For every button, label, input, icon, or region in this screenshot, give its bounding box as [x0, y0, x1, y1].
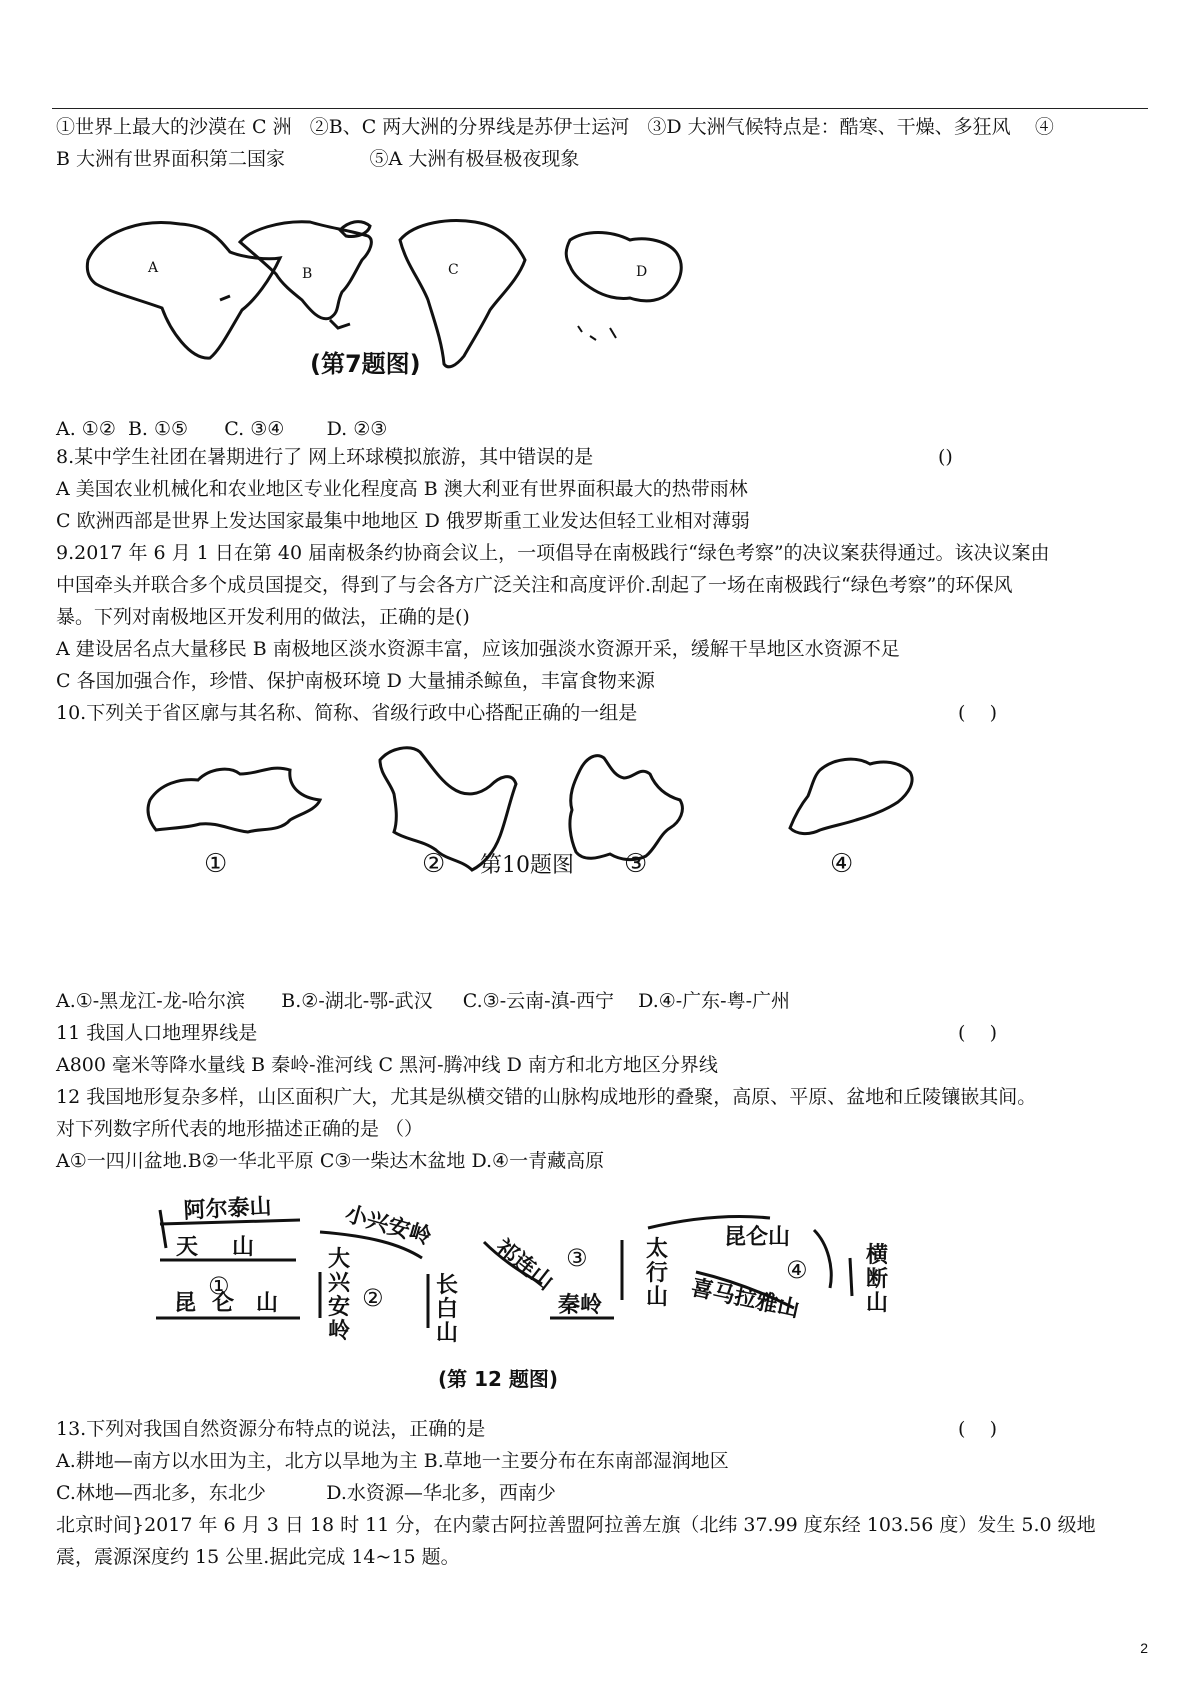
mountain-hengduanshan-char2: 断 [866, 1267, 889, 1292]
province-label-1: ① [204, 849, 228, 879]
mountain-daxinganling-char3: 安 [328, 1295, 351, 1320]
region-mark-4: ④ [786, 1256, 808, 1284]
mountain-taihangshan-char2: 行 [646, 1261, 669, 1286]
q8-option-ab: A 美国农业机械化和农业地区专业化程度高 B 澳大利亚有世界面积最大的热带雨林 [56, 478, 748, 500]
continent-label-c: C [448, 262, 459, 278]
continent-label-a: A [148, 260, 159, 276]
continent-d-shape [566, 233, 681, 301]
mountain-changbaishan-char2: 白 [436, 1297, 459, 1322]
page-number: 2 [1140, 1640, 1148, 1656]
q10-stem: 10.下列关于省区廓与其名称、简称、省级行政中心搭配正确的一组是 [56, 702, 638, 724]
mountain-qinling: 秦岭 [558, 1293, 603, 1318]
mountain-kunlun-char2: 仑 [212, 1291, 235, 1316]
q10-options: A.①-黑龙江-龙-哈尔滨 B.②-湖北-鄂-武汉 C.③-云南-滇-西宁 D.④-广东-粤-广州 [56, 990, 791, 1012]
continent-a-shape [87, 223, 280, 358]
q12-stem-line1: 12 我国地形复杂多样，山区面积广大，尤其是纵横交错的山脉构成地形的叠聚，高原、平原、盆地和丘陵镶嵌其间。 [56, 1086, 1037, 1108]
q13-option-ab: A.耕地—南方以水田为主，北方以旱地为主 B.草地一主要分布在东南部湿润地区 [56, 1450, 729, 1472]
continent-c-shape [400, 221, 525, 367]
q11-answer-paren: ( ) [958, 1022, 997, 1044]
continent-label-b: B [302, 266, 313, 282]
mountain-tianshan-char1: 天 [176, 1235, 199, 1260]
header-rule [52, 108, 1148, 109]
region-mark-3: ③ [566, 1244, 588, 1272]
mountain-taihangshan-char3: 山 [646, 1285, 669, 1310]
region-mark-1: ① [208, 1272, 230, 1300]
q9-option-cd: C 各国加强合作，珍惜、保护南极环境 D 大量捕杀鲸鱼，丰富食物来源 [56, 670, 655, 692]
q9-stem-line1: 9.2017 年 6 月 1 日在第 40 届南极条约协商会议上，一项倡导在南极践行“绿色考察”的决议案获得通过。该决议案由 [56, 542, 1050, 564]
province-outline-2 [380, 748, 516, 870]
q11-options: A800 毫米等降水量线 B 秦岭-淮河线 C 黑河-腾冲线 D 南方和北方地区分界线 [56, 1054, 718, 1076]
q7-statements-line2: B 大洲有世界面积第二国家 ⑤A 大洲有极昼极夜现象 [56, 148, 580, 170]
mountain-hengduanshan-char1: 横 [866, 1243, 889, 1268]
mountain-hengduanshan-char3: 山 [866, 1291, 889, 1316]
province-label-2: ② [422, 849, 446, 879]
mountain-kunlun-char3: 山 [256, 1291, 279, 1316]
province-label-4: ④ [830, 849, 854, 879]
mountain-kunlun-char1: 昆 [174, 1291, 197, 1316]
figure-10-provinces [140, 740, 1020, 960]
mountain-xiaoxinganling: 小兴安岭 [342, 1201, 434, 1251]
figure-10-caption: 第10题图 [480, 853, 574, 878]
province-outline-1 [148, 768, 320, 832]
q13-stem: 13.下列对我国自然资源分布特点的说法，正确的是 [56, 1418, 486, 1440]
q11-stem: 11 我国人口地理界线是 [56, 1022, 258, 1044]
region-mark-2: ② [362, 1284, 384, 1312]
mountain-kunlunshan: 昆仑山 [724, 1225, 791, 1250]
mountain-daxinganling-char2: 兴 [328, 1271, 351, 1296]
mountain-changbaishan-char3: 山 [436, 1321, 459, 1346]
q12-stem-line2: 对下列数字所代表的地形描述正确的是 （） [56, 1118, 424, 1140]
q9-stem-line2: 中国牵头并联合多个成员国提交，得到了与会各方广泛关注和高度评价.刮起了一场在南极践行“绿色考察”的环保风 [56, 574, 1013, 596]
q12-options: A①一四川盆地.B②一华北平原 C③一柴达木盆地 D.④一青藏高原 [56, 1150, 605, 1172]
q7-options: A. ①② B. ①⑤ C. ③④ D. ②③ [56, 418, 388, 440]
continent-label-d: D [636, 264, 648, 280]
figure-7-continents [70, 200, 730, 410]
province-outline-3 [570, 756, 682, 860]
figure-12-caption: (第 12 题图) [438, 1367, 559, 1391]
mountain-daxinganling-char1: 大 [328, 1247, 351, 1272]
q8-answer-paren: () [938, 446, 953, 468]
q8-option-cd: C 欧洲西部是世界上发达国家最集中地地区 D 俄罗斯重工业发达但轻工业相对薄弱 [56, 510, 750, 532]
mountain-altai: 阿尔泰山 [183, 1194, 273, 1224]
q14-intro-line1: 北京时间}2017 年 6 月 3 日 18 时 11 分，在内蒙古阿拉善盟阿拉善左旗（北纬 37.99 度东经 103.56 度）发生 5.0 级地 [56, 1514, 1096, 1536]
q9-stem-line3: 暴。下列对南极地区开发利用的做法，正确的是() [56, 606, 470, 628]
q8-stem: 8.某中学生社团在暑期进行了 网上环球模拟旅游，其中错误的是 [56, 446, 594, 468]
province-label-3: ③ [624, 849, 648, 879]
mountain-qilianshan: 祁连山 [490, 1235, 558, 1296]
q10-answer-paren: ( ) [958, 702, 997, 724]
q13-option-cd: C.林地—西北多，东北少 D.水资源—华北多，西南少 [56, 1482, 556, 1504]
mountain-taihangshan-char1: 太 [646, 1237, 669, 1262]
q13-answer-paren: ( ) [958, 1418, 997, 1440]
mountain-daxinganling-char4: 岭 [328, 1319, 351, 1344]
mountain-changbaishan-char1: 长 [436, 1273, 459, 1298]
mountain-tianshan-char2: 山 [232, 1235, 255, 1260]
q7-statements-line1: ①世界上最大的沙漠在 C 洲 ②B、C 两大洲的分界线是苏伊士运河 ③D 大洲气候特点是：酷寒、干燥、多狂风 ④ [56, 116, 1054, 138]
figure-12-mountains [150, 1188, 980, 1398]
mountain-himalaya: 喜马拉雅山 [688, 1275, 802, 1323]
q14-intro-line2: 震，震源深度约 15 公里.据此完成 14~15 题。 [56, 1546, 460, 1568]
province-outline-4 [790, 759, 912, 833]
q9-option-ab: A 建设居名点大量移民 B 南极地区淡水资源丰富，应该加强淡水资源开采，缓解干旱地区水资源不足 [56, 638, 900, 660]
figure-7-caption: (第7题图) [310, 350, 421, 378]
